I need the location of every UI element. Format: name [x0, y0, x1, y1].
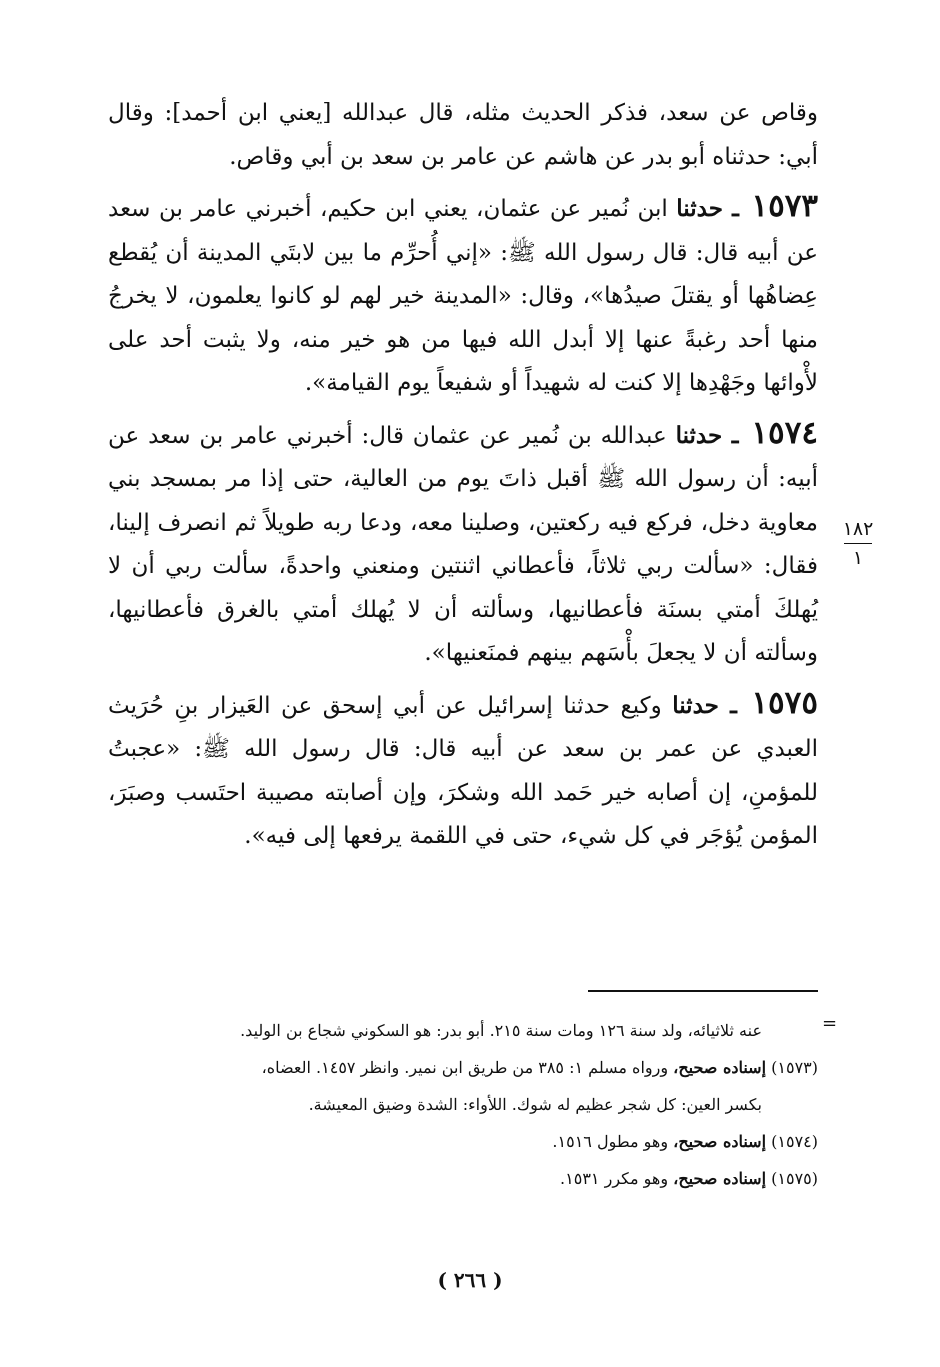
margin-ref-part: ١: [852, 547, 864, 569]
hadith-text: عبدالله بن نُمير عن عثمان قال: أخبرني عامر بن سعد عن أبيه: أن رسول الله ﷺ أقبل ذاتَ يوم من العالية، حتى إذا مر بمسجد بني معاوية دخل، فركع فيه ركعتين، وصلينا معه، ودعا ربه طويلاً ثم انصرف إلينا، فقال: «سألت ربي ثلاثاً، فأعطاني اثنتين ومنعني واحدةً، سألت ربي أن لا يُهلكَ أمتي بسنَة فأعطانيها، وسألته أن لا يُهلك أمتي بالغرق فأعطانيها، وسألته أن لا يجعلَ بأْسَهم بينهم فمنَعنيها».: [108, 422, 818, 666]
continuation-mark: =: [822, 1013, 838, 1034]
hadith-keyword: ـ حدثنا: [676, 195, 739, 222]
hadith-1574: [108, 412, 818, 676]
footnote-1575: [108, 1160, 818, 1197]
footnote-ref: (١٥٧٤): [771, 1132, 818, 1151]
footnote-1573-extra: بكسر العين: كل شجر عظيم له شوك. اللأواء: الشدة وضيق المعيشة.: [308, 1095, 762, 1114]
hadith-number: ١٥٧٥: [751, 684, 818, 721]
hadith-text: وكيع حدثنا إسرائيل عن أبي إسحق عن العَيزار بنِ حُرَيث العبدي عن عمر بن سعد عن أبيه قال: قال رسول الله ﷺ: «عجبتُ للمؤمنِ، إن أصابه خير حَمد الله وشكرَ، وإن أصابته مصيبة احتَسب وصبَرَ، المؤمن يُؤجَر في كل شيء، حتى في اللقمة يرفعها إلى فيه».: [108, 692, 818, 849]
footnote-keyword: إسناده صحيح،: [673, 1132, 767, 1151]
intro-line-1: وقاص عن سعد، فذكر الحديث مثله، قال عبدالله [يعني ابن أحمد]: وقال: [108, 100, 818, 126]
hadith-text: ابن نُمير عن عثمان، يعني ابن حكيم، أخبرني عامر بن سعد عن أبيه قال: قال رسول الله ﷺ: «إني أُحرِّم ما بين لابتَي المدينة أن يُقطع عِضاهُها أو يقتلَ صيدُها»، وقال: «المدينة خير لهم لو كانوا يعلمون، لا يخرجُ منها أحد رغبةً عنها إلا أبدل الله فيها من هو خير منه، ولا يثبت أحد على لأْوائها وجَهْدِها إلا كنت له شهيداً أو شفيعاً يوم القيامة».: [108, 196, 818, 396]
footnote-keyword: إسناده صحيح،: [673, 1169, 767, 1188]
margin-ref-volume: ١٨٢: [842, 518, 874, 540]
intro-line-2: أبي: حدثناه أبو بدر عن هاشم عن عامر بن سعد بن أبي وقاص.: [229, 143, 818, 170]
footnote-ref: (١٥٧٥): [771, 1169, 818, 1188]
footnote-text: وهو مطول ١٥١٦.: [552, 1132, 669, 1151]
footnote-text: ورواه مسلم ١: ٣٨٥ من طريق ابن نمير. وانظر ١٤٥٧. العضاه،: [261, 1058, 669, 1077]
footnotes: [108, 1012, 818, 1197]
footnote-continuation: عنه ثلاثيائه، ولد سنة ١٢٦ ومات سنة ٢١٥. أبو بدر: هو السكوني شجاع بن الوليد.: [240, 1021, 762, 1040]
footnote-keyword: إسناده صحيح،: [673, 1058, 767, 1077]
hadith-number: ١٥٧٣: [751, 188, 819, 224]
footnote-ref: (١٥٧٣): [771, 1058, 818, 1077]
footnote-text: وهو مكرر ١٥٣١.: [560, 1169, 669, 1188]
margin-reference: [838, 518, 878, 569]
footnote-1574: [108, 1123, 818, 1160]
main-text: [108, 92, 818, 859]
margin-ref-divider: [844, 543, 872, 544]
hadith-number: ١٥٧٤: [751, 414, 819, 451]
footnote-divider: [588, 990, 818, 992]
intro-paragraph: [108, 92, 818, 179]
page-number: ( ٢٦٦ ): [437, 1268, 503, 1292]
hadith-1573: [108, 185, 818, 406]
hadith-keyword: ـ حدثنا: [675, 421, 739, 449]
hadith-keyword: ـ حدثنا: [672, 691, 737, 719]
hadith-1575: [108, 682, 818, 859]
footnote-1573: [108, 1049, 818, 1086]
